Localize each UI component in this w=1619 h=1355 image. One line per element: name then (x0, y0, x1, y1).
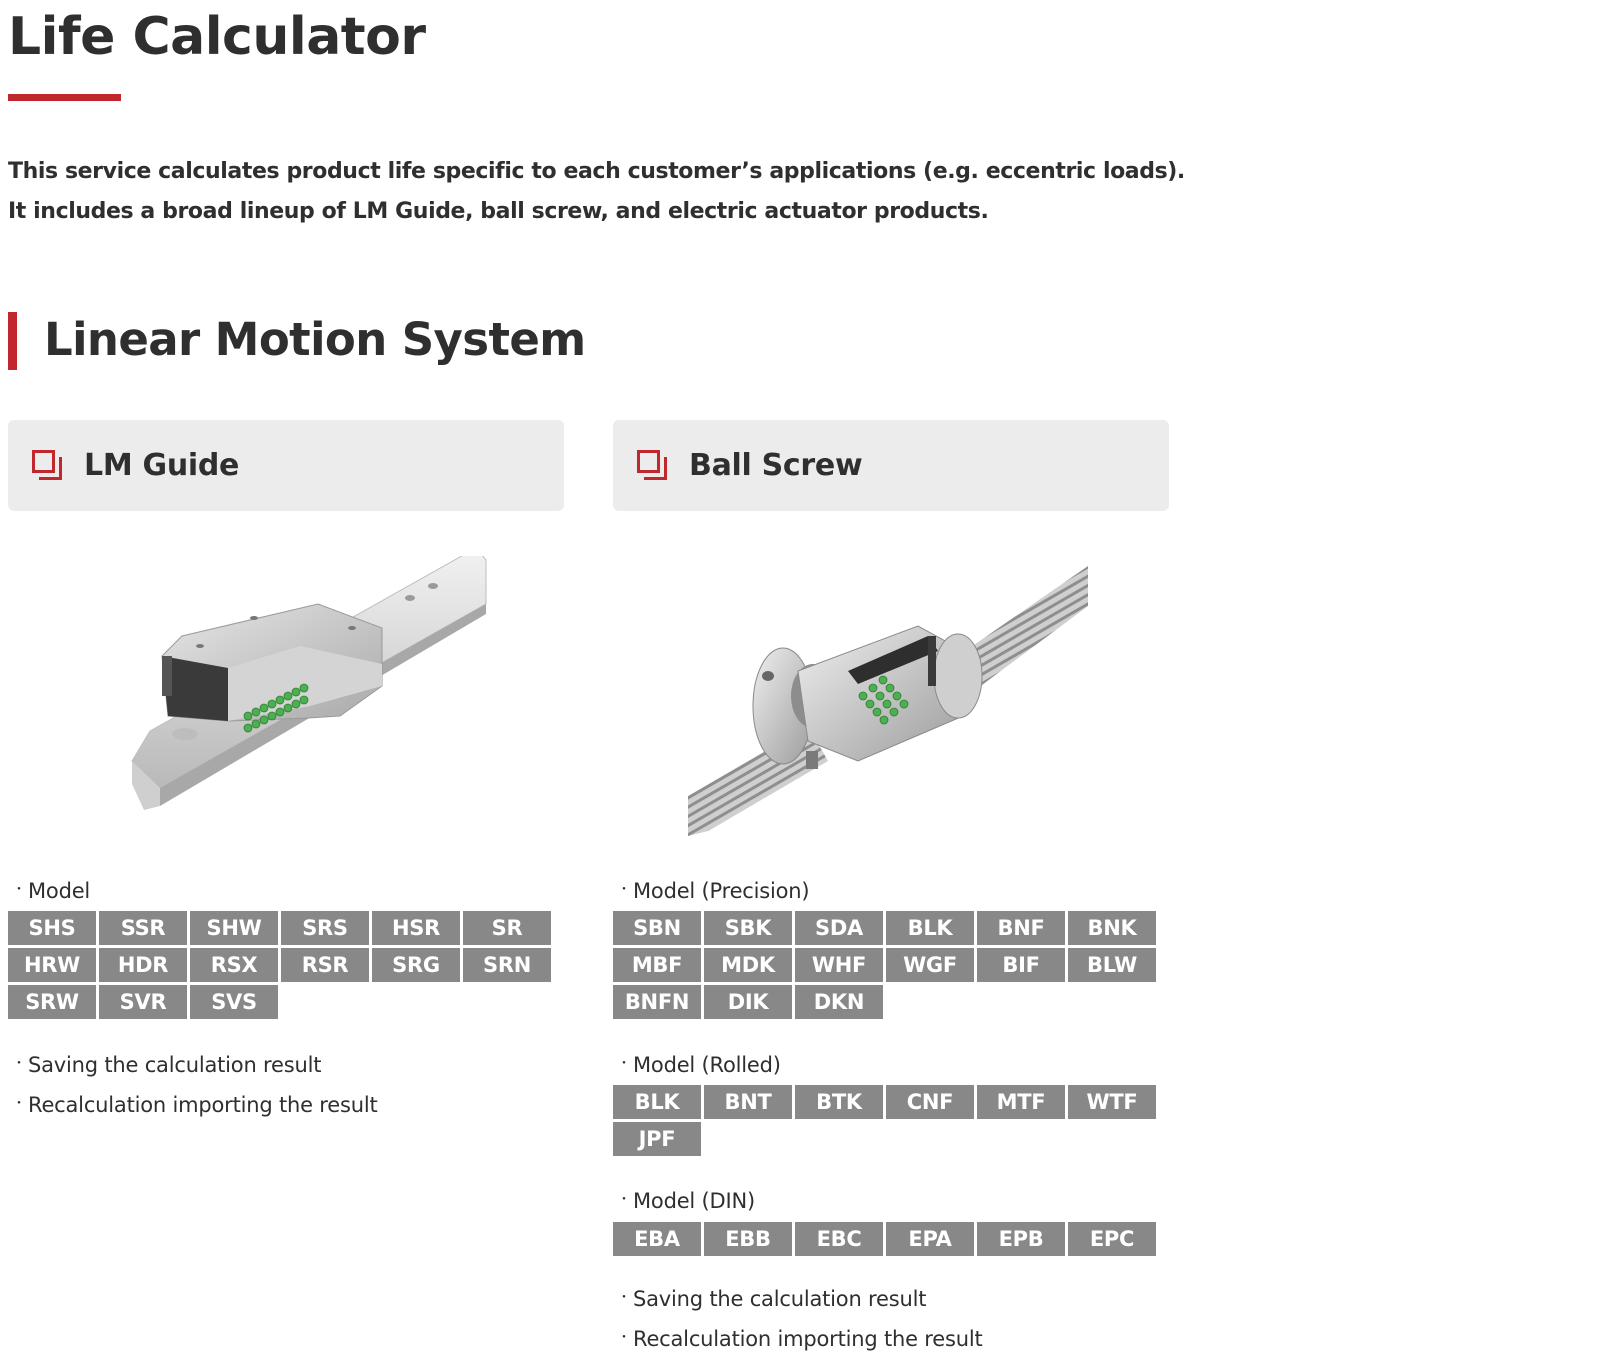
din-model-grid (613, 1222, 1156, 1256)
lm-guide-model-label: ・ Model (12, 879, 91, 903)
model-button-bnk[interactable]: BNK (1068, 911, 1156, 945)
section-accent-bar (8, 312, 17, 370)
precision-model-grid (613, 911, 1156, 1019)
title-underline (8, 94, 121, 101)
model-button-shs[interactable]: SHS (8, 911, 96, 945)
feature-text: Saving the calculation result (28, 1053, 322, 1077)
model-button-blk[interactable]: BLK (886, 911, 974, 945)
model-button-sr[interactable]: SR (463, 911, 551, 945)
model-button-hsr[interactable]: HSR (372, 911, 460, 945)
lm-guide-model-grid (8, 911, 551, 1019)
ball-screw-feature-recalc: ・ Recalculation importing the result (617, 1327, 983, 1351)
feature-text: Recalculation importing the result (28, 1093, 378, 1117)
feature-text: Recalculation importing the result (633, 1327, 983, 1351)
lm-guide-title: LM Guide (84, 448, 240, 483)
rolled-model-label-text: Model (Rolled) (633, 1053, 781, 1077)
model-button-epa[interactable]: EPA (886, 1222, 974, 1256)
model-button-sda[interactable]: SDA (795, 911, 883, 945)
model-button-rsr[interactable]: RSR (281, 948, 369, 982)
lm-guide-feature-save: ・ Saving the calculation result (12, 1053, 322, 1077)
model-button-srg[interactable]: SRG (372, 948, 460, 982)
model-button-shw[interactable]: SHW (190, 911, 278, 945)
ball-screw-title: Ball Screw (689, 448, 863, 483)
ball-screw-feature-save: ・ Saving the calculation result (617, 1287, 927, 1311)
model-button-eba[interactable]: EBA (613, 1222, 701, 1256)
ball-screw-header[interactable] (613, 420, 1169, 511)
lm-guide-feature-recalc: ・ Recalculation importing the result (12, 1093, 378, 1117)
din-model-label: ・ Model (DIN) (617, 1189, 755, 1213)
model-button-ebb[interactable]: EBB (704, 1222, 792, 1256)
model-button-hrw[interactable]: HRW (8, 948, 96, 982)
model-button-bif[interactable]: BIF (977, 948, 1065, 982)
intro-line-2: It includes a broad lineup of LM Guide, ball screw, and electric actuator products. (8, 199, 989, 224)
din-model-label-text: Model (DIN) (633, 1189, 755, 1213)
model-button-mbf[interactable]: MBF (613, 948, 701, 982)
model-button-btk[interactable]: BTK (795, 1085, 883, 1119)
ball-screw-column (613, 420, 1169, 511)
lm-guide-model-label-text: Model (28, 879, 91, 903)
model-button-ssr[interactable]: SSR (99, 911, 187, 945)
precision-model-label: ・ Model (Precision) (617, 879, 810, 903)
model-button-bnfn[interactable]: BNFN (613, 985, 701, 1019)
ball-screw-image (688, 556, 1098, 846)
model-button-mtf[interactable]: MTF (977, 1085, 1065, 1119)
rolled-model-grid (613, 1085, 1156, 1156)
model-button-whf[interactable]: WHF (795, 948, 883, 982)
model-button-srn[interactable]: SRN (463, 948, 551, 982)
model-button-svs[interactable]: SVS (190, 985, 278, 1019)
model-button-hdr[interactable]: HDR (99, 948, 187, 982)
intro-line-1: This service calculates product life specific to each customer’s applications (e.g. eccentric loads). (8, 159, 1185, 184)
model-button-mdk[interactable]: MDK (704, 948, 792, 982)
rolled-model-label: ・ Model (Rolled) (617, 1053, 781, 1077)
precision-model-label-text: Model (Precision) (633, 879, 810, 903)
model-button-wtf[interactable]: WTF (1068, 1085, 1156, 1119)
model-button-dkn[interactable]: DKN (795, 985, 883, 1019)
model-button-sbn[interactable]: SBN (613, 911, 701, 945)
model-button-bnt[interactable]: BNT (704, 1085, 792, 1119)
model-button-epc[interactable]: EPC (1068, 1222, 1156, 1256)
page-title: Life Calculator (8, 7, 426, 67)
model-button-jpf[interactable]: JPF (613, 1122, 701, 1156)
feature-text: Saving the calculation result (633, 1287, 927, 1311)
window-icon (637, 450, 669, 482)
lm-guide-header[interactable] (8, 420, 564, 511)
model-button-blk-rolled[interactable]: BLK (613, 1085, 701, 1119)
lm-guide-column (8, 420, 564, 511)
model-button-srw[interactable]: SRW (8, 985, 96, 1019)
model-button-blw[interactable]: BLW (1068, 948, 1156, 982)
model-button-svr[interactable]: SVR (99, 985, 187, 1019)
window-icon (32, 450, 64, 482)
model-button-srs[interactable]: SRS (281, 911, 369, 945)
model-button-wgf[interactable]: WGF (886, 948, 974, 982)
model-button-ebc[interactable]: EBC (795, 1222, 883, 1256)
model-button-sbk[interactable]: SBK (704, 911, 792, 945)
model-button-cnf[interactable]: CNF (886, 1085, 974, 1119)
lm-guide-image (120, 556, 500, 826)
model-button-bnf[interactable]: BNF (977, 911, 1065, 945)
model-button-dik[interactable]: DIK (704, 985, 792, 1019)
model-button-rsx[interactable]: RSX (190, 948, 278, 982)
model-button-epb[interactable]: EPB (977, 1222, 1065, 1256)
section-title: Linear Motion System (44, 313, 586, 366)
intro-text (8, 152, 1185, 232)
